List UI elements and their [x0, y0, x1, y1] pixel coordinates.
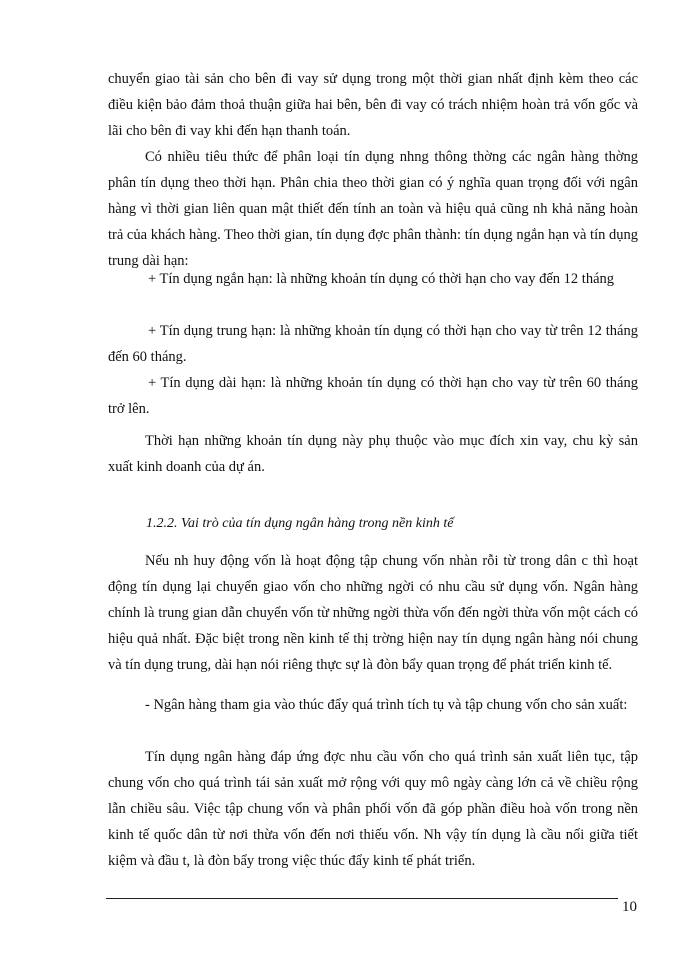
- footer-rule: [106, 898, 618, 899]
- paragraph-loan-definition: chuyển giao tài sản cho bên đi vay sử dụng trong một thời gian nhất định kèm theo các điều kiện bảo đảm thoả thuận giữa hai bên, bên đi vay có trách nhiệm hoàn trả vốn gốc và lãi cho bên đi vay khi đến hạn thanh toán.: [108, 71, 638, 139]
- paragraph-credit-role: Tín dụng ngân hàng đáp ứng đợc nhu cầu vốn cho quá trình sản xuất liên tục, tập chung vốn cho quá trình tái sản xuất mở rộng với quy mô ngày càng lớn cả về chiều rộng lẫn chiều sâu. Việc tập chung vốn và phân phối vốn đã góp phần điều hoà vốn trong nền kinh tế quốc dân từ nơi thừa vốn đến nơi thiếu vốn. Nh vậy tín dụng là cầu nối giữa tiết kiệm và đầu t, là đòn bẩy trong việc thúc đẩy kinh tế phát triển.: [108, 749, 638, 869]
- section-heading: 1.2.2. Vai trò của tín dụng ngân hàng trong nền kinh tế: [146, 516, 454, 531]
- paragraph-capital-mobilization: Nếu nh huy động vốn là hoạt động tập chung vốn nhàn rỗi từ trong dân c thì hoạt động tín dụng lại chuyển giao vốn cho những ngời có nhu cầu sử dụng vốn. Ngân hàng chính là trung gian dẫn chuyển vốn từ những ngời thừa vốn đến ngời thừa vốn một cách có hiệu quả nhất. Đặc biệt trong nền kinh tế thị trờng hiện nay tín dụng ngân hàng nói chung và tín dụng trung, dài hạn nói riêng thực sự là đòn bẩy quan trọng để phát triển kinh tế.: [108, 553, 638, 673]
- paragraph-medium-term-credit: + Tín dụng trung hạn: là những khoản tín dụng có thời hạn cho vay từ trên 12 tháng đến 60 tháng.: [108, 323, 638, 365]
- paragraph-credit-classification: Có nhiều tiêu thức để phân loại tín dụng nhng thông thờng các ngân hàng thờng phân tín dụng theo thời hạn. Phân chia theo thời gian có ý nghĩa quan trọng đối với ngân hàng vì thời gian liên quan mật thiết đến tính an toàn và hiệu quả cũng nh khả năng hoàn trả của khách hàng. Theo thời gian, tín dụng đợc phân thành: tín dụng ngắn hạn và tín dụng trung dài hạn:: [108, 149, 638, 269]
- paragraph-short-term-credit: + Tín dụng ngắn hạn: là những khoản tín dụng có thời hạn cho vay đến 12 tháng: [148, 271, 615, 287]
- paragraph-long-term-credit: + Tín dụng dài hạn: là những khoản tín dụng có thời hạn cho vay từ trên 60 tháng trở lên.: [108, 375, 638, 417]
- paragraph-bank-participation: - Ngân hàng tham gia vào thúc đẩy quá trình tích tụ và tập chung vốn cho sản xuất:: [145, 697, 628, 713]
- page-number: 10: [622, 899, 637, 915]
- paragraph-credit-term-dependence: Thời hạn những khoản tín dụng này phụ thuộc vào mục đích xin vay, chu kỳ sản xuất kinh doanh của dự án.: [108, 433, 638, 475]
